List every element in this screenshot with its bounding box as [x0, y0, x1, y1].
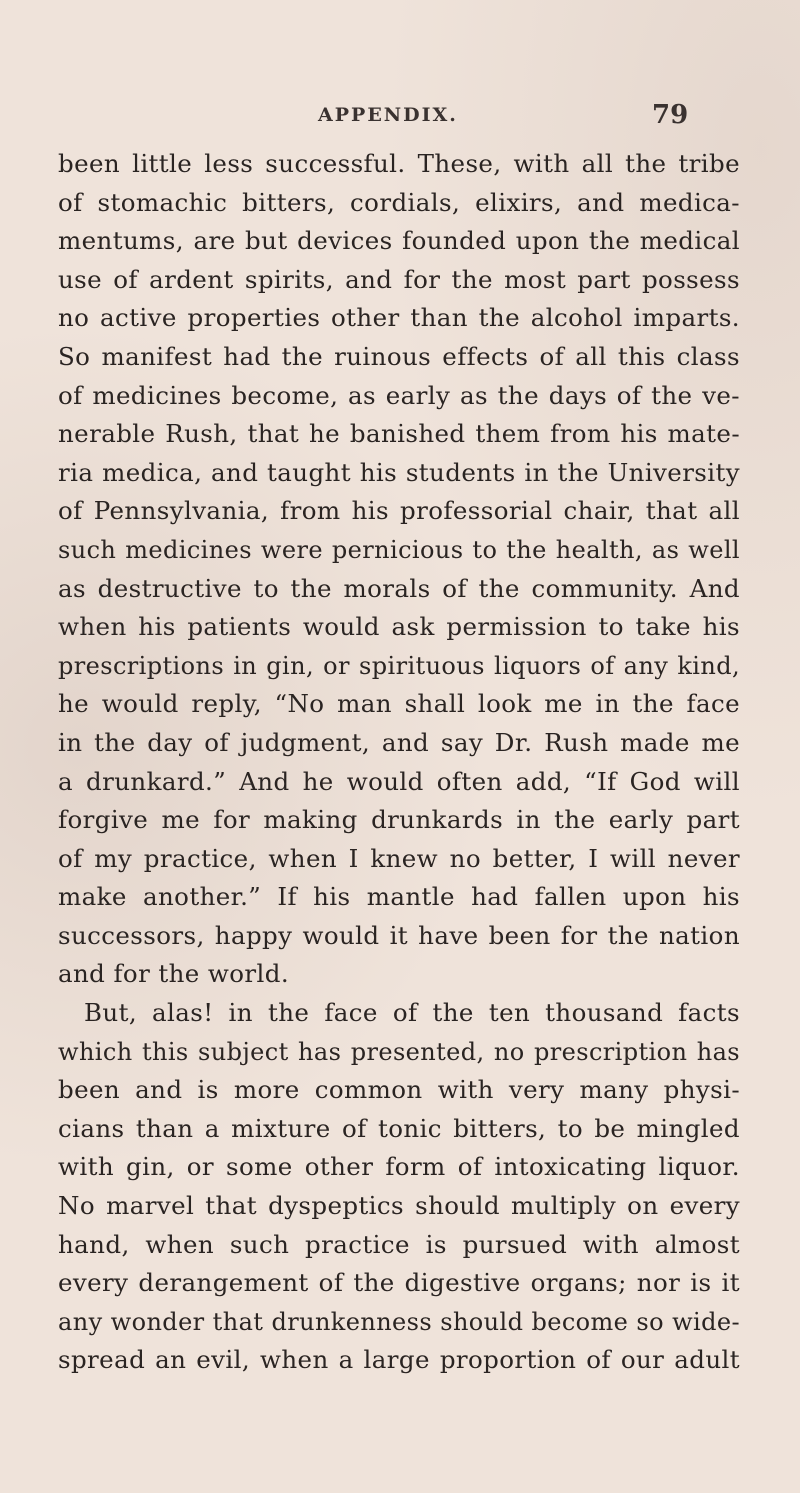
text-line: been and is more common with very many physi-	[58, 1075, 740, 1105]
text-line: no active properties other than the alcohol imparts.	[58, 303, 740, 333]
text-line: of stomachic bitters, cordials, elixirs, and medica-	[58, 187, 740, 217]
text-line: So manifest had the ruinous effects of all this class	[58, 341, 740, 371]
text-line: forgive me for making drunkards in the early part	[58, 805, 740, 835]
running-head	[0, 100, 800, 134]
text-line: hand, when such practice is pursued with almost	[58, 1229, 740, 1259]
text-line: any wonder that drunkenness should become so wide-	[58, 1307, 740, 1336]
text-line: with gin, or some other form of intoxicating liquor.	[58, 1152, 740, 1182]
text-line: such medicines were pernicious to the health, as well	[58, 535, 740, 564]
text-line: he would reply, “No man shall look me in the face	[58, 689, 740, 719]
text-line: a drunkard.” And he would often add, “If God will	[58, 766, 740, 796]
page-number: 79	[652, 100, 689, 130]
text-line: mentums, are but devices founded upon the medical	[58, 226, 740, 256]
text-line: in the day of judgment, and say Dr. Rush made me	[58, 727, 740, 757]
body-text	[58, 145, 740, 1380]
paragraph-start-line: But, alas! in the face of the ten thousand facts	[84, 998, 740, 1028]
text-line: prescriptions in gin, or spirituous liquors of any kind,	[58, 651, 740, 680]
text-line: cians than a mixture of tonic bitters, to be mingled	[58, 1113, 740, 1143]
text-line: when his patients would ask permission to take his	[58, 612, 740, 642]
paragraph-end-line: and for the world.	[58, 959, 290, 989]
text-line: nerable Rush, that he banished them from his mate-	[58, 419, 740, 449]
text-line: been little less successful. These, with all the tribe	[58, 149, 740, 178]
text-line: of Pennsylvania, from his professorial chair, that all	[58, 496, 740, 526]
text-line: make another.” If his mantle had fallen upon his	[58, 882, 740, 912]
text-line: every derangement of the digestive organs; nor is it	[58, 1268, 740, 1298]
text-line: use of ardent spirits, and for the most part possess	[58, 264, 740, 294]
text-line: ria medica, and taught his students in the University	[58, 457, 740, 487]
text-line: successors, happy would it have been for the nation	[58, 920, 740, 950]
text-line: of medicines become, as early as the days of the ve-	[58, 380, 740, 410]
running-head-title: APPENDIX.	[318, 104, 458, 126]
text-line: of my practice, when I knew no better, I will never	[58, 843, 740, 873]
text-line: as destructive to the morals of the community. And	[58, 573, 740, 603]
text-line: spread an evil, when a large proportion of our adult	[58, 1345, 740, 1375]
text-line: which this subject has presented, no prescription has	[58, 1037, 740, 1066]
text-line: No marvel that dyspeptics should multiply on every	[58, 1191, 740, 1221]
